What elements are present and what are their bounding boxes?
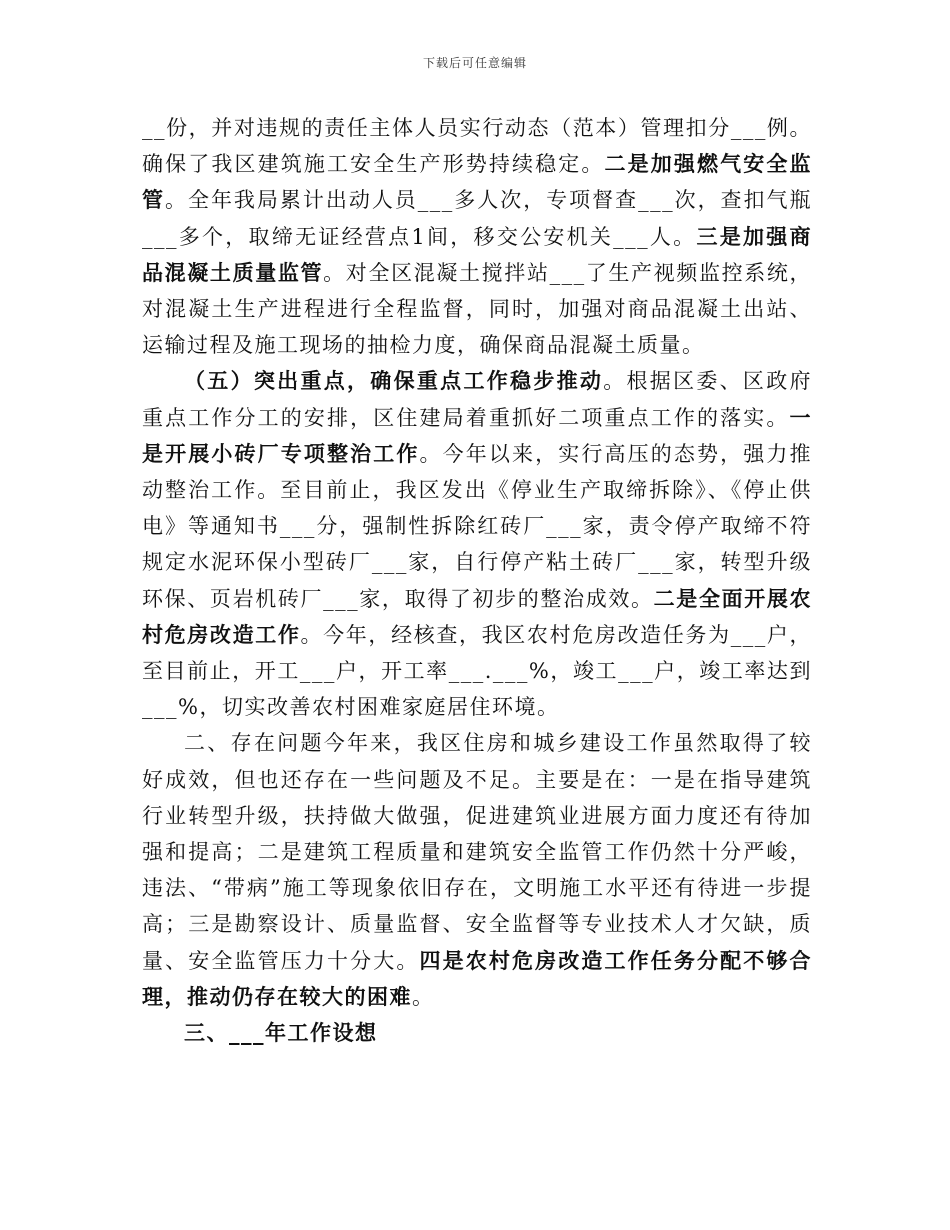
paragraph-4: [142, 1015, 812, 1051]
bold-text-run: 四是农村危房改造工作任务分配不够合理，推动仍存在较大的困难: [142, 947, 812, 1009]
bold-text-run: 三、___年工作设想: [184, 1020, 378, 1046]
text-run: 二、存在问题今年来，我区住房和城乡建设工作虽然取得了较好成效，但也还存在一些问题及不足。主要是在：一是在指导建筑行业转型升级，扶持做大做强，促进建筑业进展方面力度还有待加强和提高；二是建筑工程质量和建筑安全监管工作仍然十分严峻，违法、“带病”施工等现象依旧存在，文明施工水平还有待进一步提高；三是勘察设计、质量监督、安全监督等专业技术人才欠缺，质量、安全监管压力十分大。: [142, 731, 812, 973]
text-run: 。根据区委、区政府重点工作分工的安排，区住建局着重抓好二项重点工作的落实。: [142, 369, 813, 430]
document-body: [142, 110, 812, 1051]
bold-text-run: 二是全面开展农村危房改造工作: [142, 585, 813, 647]
bold-text-run: 三是加强商品混凝土质量监管: [142, 223, 813, 285]
text-run: 。全年我局累计出动人员___多人次，专项督查___次，查扣气瓶___多个，取缔无证经营点1间，移交公安机关___人。: [142, 188, 813, 249]
paragraph-1: [142, 110, 812, 363]
paragraph-3: [142, 725, 812, 1015]
bold-text-run: 一是开展小砖厂专项整治工作: [142, 404, 812, 466]
text-run: 。今年，经核查，我区农村危房改造任务为___户，至目前止，开工___户，开工率___.___%，竣工___户，竣工率达到___%，切实改善农村困难家庭居住环境。: [142, 622, 812, 720]
bold-text-run: （五）突出重点，确保重点工作稳步推动: [184, 368, 604, 394]
page-header: 下载后可任意编辑: [422, 56, 527, 70]
text-run: __份，并对违规的责任主体人员实行动态（范本）管理扣分___例。确保了我区建筑施工安全生产形势持续稳定。: [142, 116, 812, 177]
paragraph-2: [142, 363, 812, 725]
text-run: 。今年以来，实行高压的态势，强力推动整治工作。至目前止，我区发出《停业生产取缔拆除》、《停止供电》等通知书___分，强制性拆除红砖厂___家，责令停产取缔不符规定水泥环保小型砖厂___家，自行停产粘土砖厂___家，转型升级环保、页岩机砖厂___家，取得了初步的整治成效。: [142, 441, 812, 611]
text-run: 。: [412, 984, 435, 1009]
text-run: 。对全区混凝土搅拌站___了生产视频监控系统，对混凝土生产进程进行全程监督，同时，加强对商品混凝土出站、运输过程及施工现场的抽检力度，确保商品混凝土质量。: [142, 260, 813, 358]
bold-text-run: 二是加强燃气安全监管: [142, 151, 812, 213]
